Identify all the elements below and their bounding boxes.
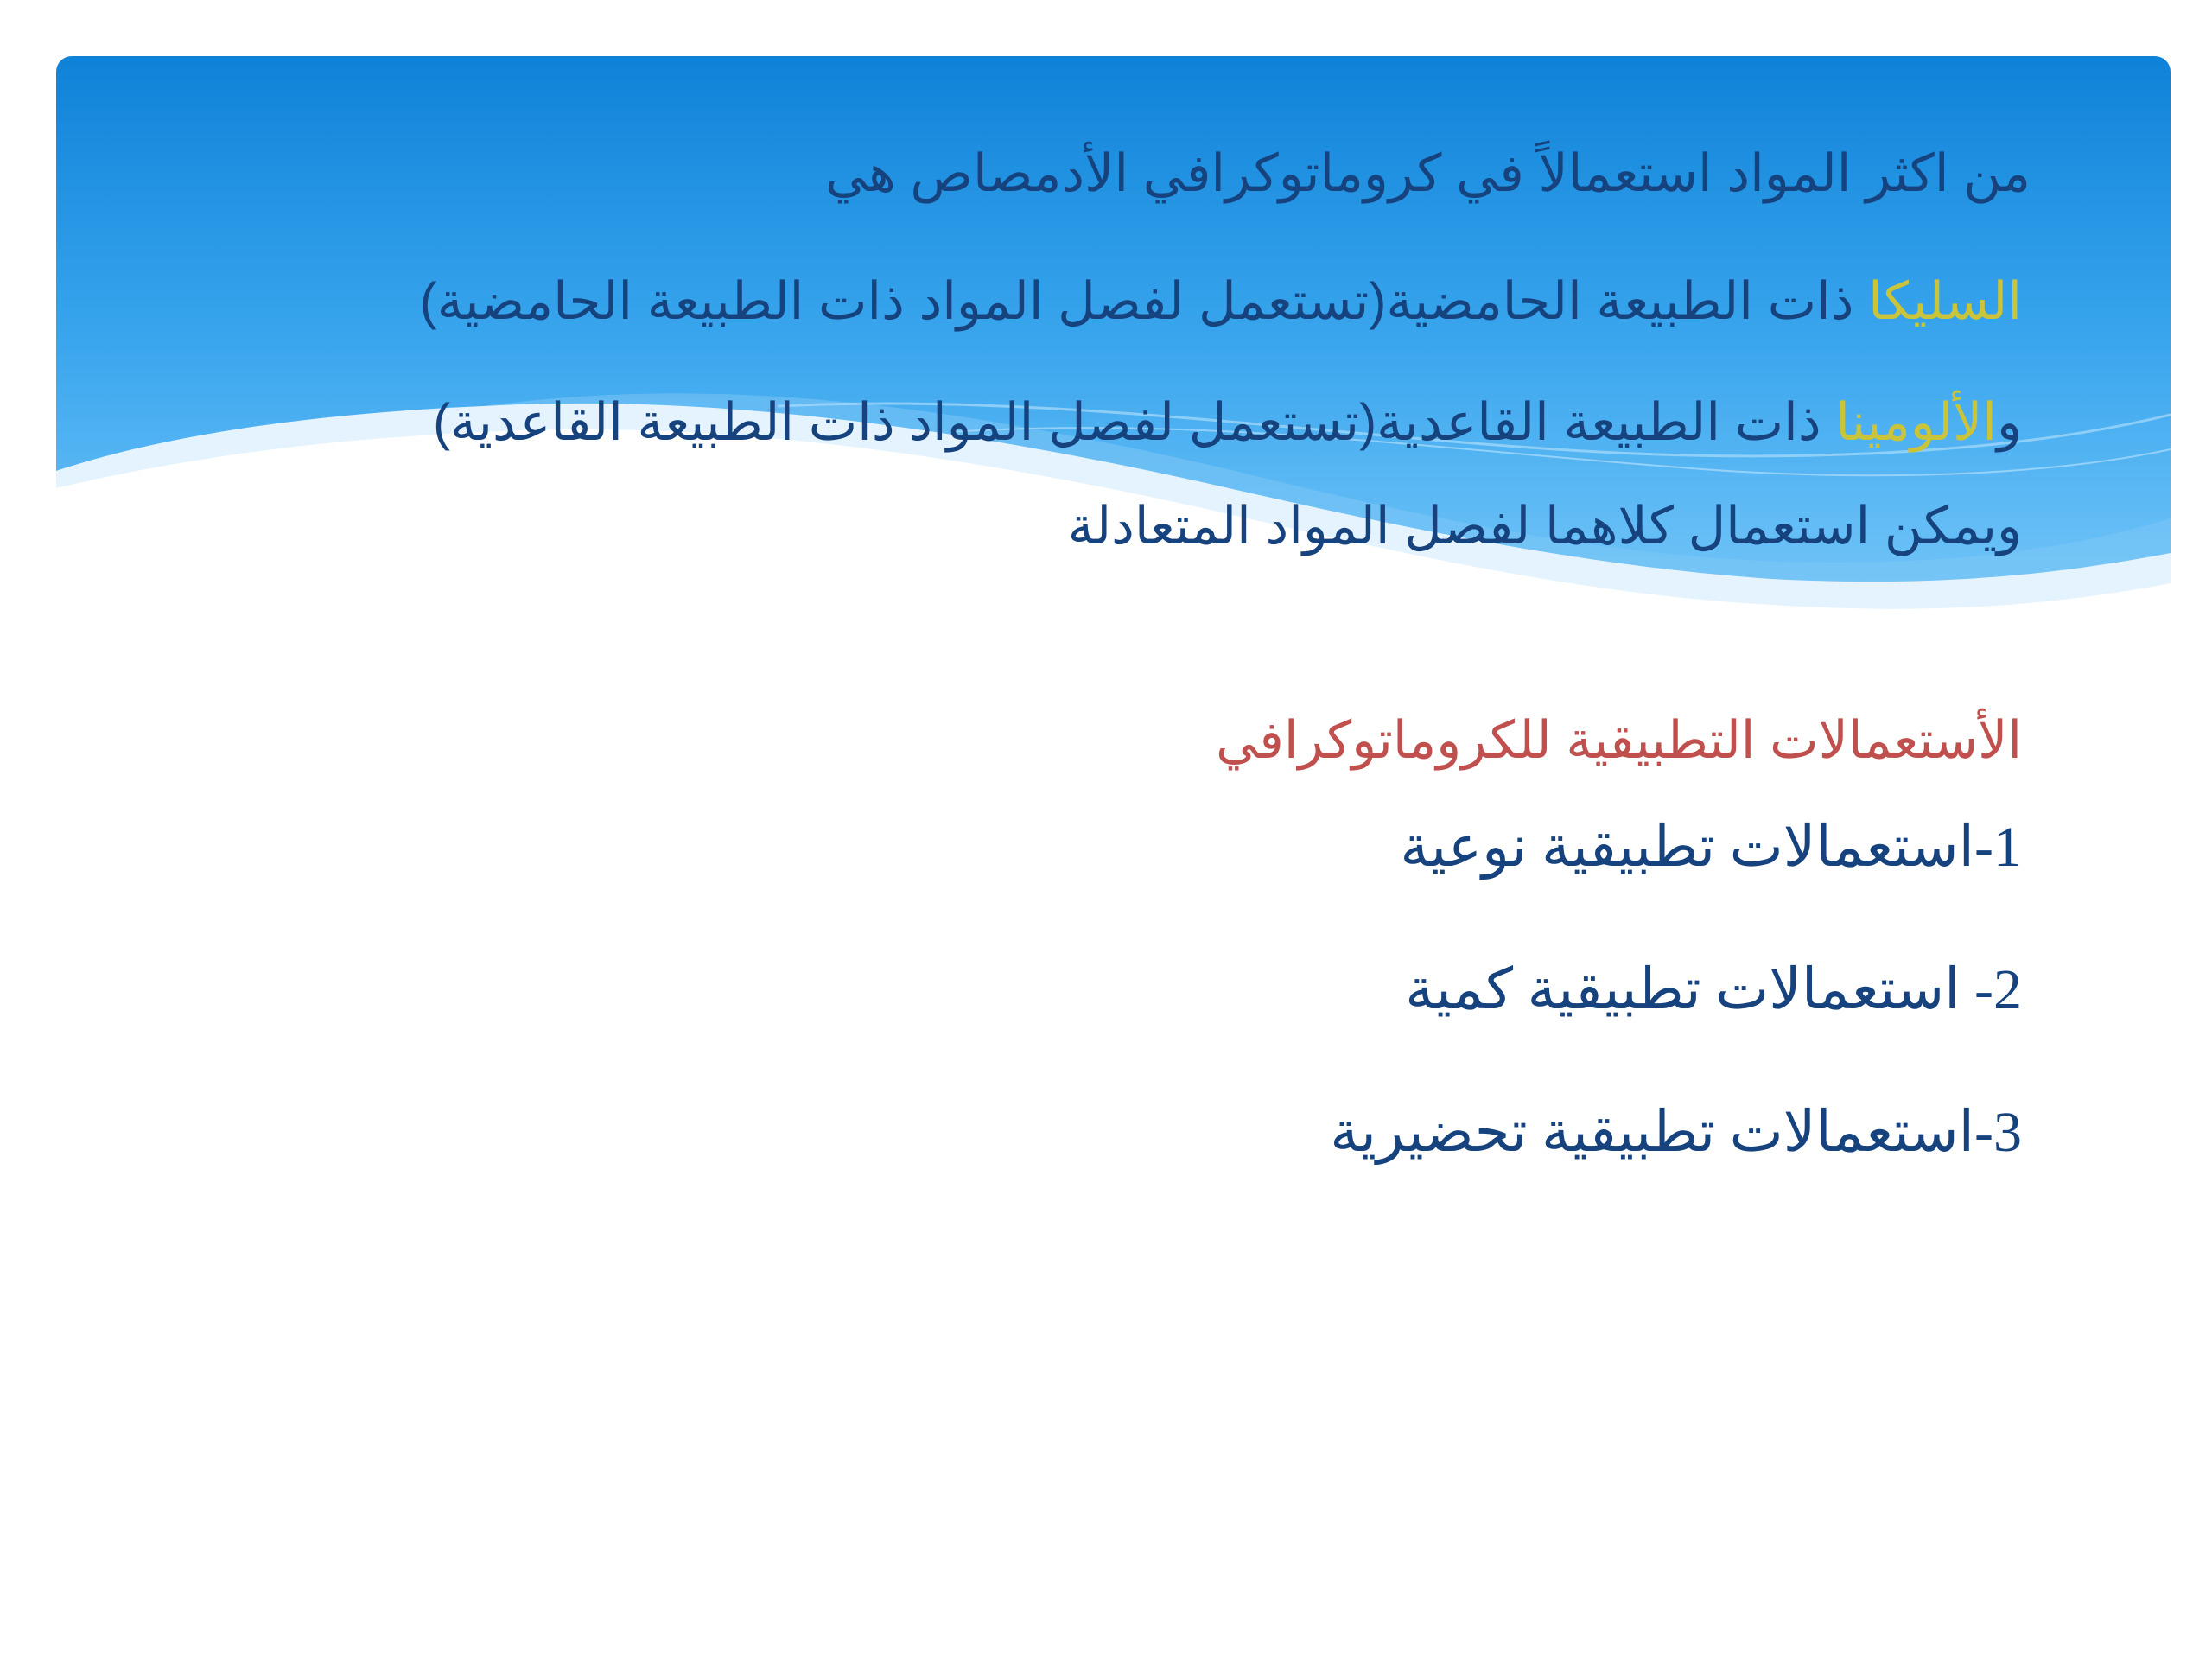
- list-item-qualitative: 1-استعمالات تطبيقية نوعية: [1400, 816, 2022, 879]
- alumina-prefix: و: [1997, 393, 2022, 451]
- neutral-line: ويمكن استعمال كلاهما لفصل المواد المتعادلة: [1067, 497, 2022, 555]
- intro-line: من اكثر المواد استعمالاً في كروماتوكرافي الأدمصاص هي: [825, 144, 2031, 202]
- list-item-quantitative: 2- استعمالات تطبيقية كمية: [1405, 958, 2022, 1022]
- applications-heading: الأستعمالات التطبيقية للكروماتوكرافي: [1216, 711, 2022, 769]
- silica-line: [259, 246, 2022, 357]
- alumina-term: الألومينا: [1835, 393, 1998, 451]
- list-item-preparative: 3-استعمالات تطبيقية تحضيرية: [1330, 1101, 2022, 1165]
- silica-description: ذات الطبيعة الحامضية(تستعمل لفصل المواد ذات الطبيعة الحامضية): [419, 272, 1869, 330]
- silica-term: السليكا: [1868, 272, 2022, 330]
- slide-body: [259, 143, 2031, 1242]
- alumina-line: [259, 391, 2022, 454]
- alumina-description: ذات الطبيعة القاعدية(تستعمل لفصل المواد ذات الطبيعة القاعدية): [433, 393, 1836, 451]
